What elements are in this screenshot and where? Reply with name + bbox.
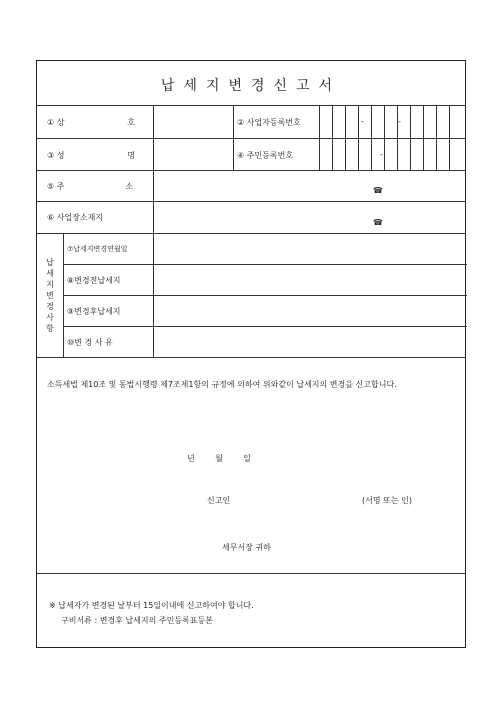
addressee: 세무서장 귀하: [222, 543, 271, 552]
phone-icon: ☎: [373, 186, 383, 195]
date-line: 년 월 일: [187, 454, 251, 463]
side-label-text: 납 세 지 변 경 사 항: [46, 257, 54, 333]
name-label-a: ③ 성: [47, 151, 65, 160]
divider: [37, 573, 465, 574]
phone-icon: ☎: [373, 218, 383, 227]
resident-no-label: ④ 주민등록번호: [237, 151, 294, 160]
note-deadline: ※ 납세자가 변경된 날부터 15일이내에 신고하여야 합니다.: [49, 601, 254, 610]
divider: [63, 326, 467, 327]
business-location-label: ⑥ 사업장소재지: [47, 213, 104, 222]
trade-name-label-b: 호: [127, 118, 135, 127]
form-title: 납세지변경신고서: [160, 78, 342, 94]
address-label-b: 소: [125, 182, 133, 191]
address-label-a: ⑤ 주: [47, 182, 65, 191]
name-label: [47, 150, 135, 161]
note-documents: 구비서류 : 변경후 납세지의 주민등록표등본: [61, 616, 213, 625]
divider: [37, 357, 465, 358]
previous-tax-place-label: ⑧변경전납세지: [67, 276, 121, 285]
dash: -: [380, 150, 383, 159]
divider: [436, 105, 437, 170]
change-reason-label: ⑩변 경 사 유: [67, 338, 113, 347]
divider: [153, 105, 154, 170]
dash: -: [398, 117, 401, 126]
dash: -: [361, 117, 364, 126]
divider: [345, 105, 346, 170]
signature-label: (서명 또는 인): [362, 496, 412, 505]
divider: [37, 138, 465, 139]
divider: [371, 105, 372, 170]
reporter-label: 신고인: [207, 496, 231, 505]
divider: [37, 233, 465, 234]
divider: [63, 233, 64, 357]
change-date-label: ⑦납세지변경연월일: [67, 245, 128, 253]
name-label-b: 명: [127, 151, 135, 160]
divider: [63, 295, 467, 296]
divider: [37, 201, 465, 202]
tax-form: [36, 60, 466, 648]
divider: [233, 105, 234, 170]
divider: [384, 105, 385, 170]
divider: [410, 105, 411, 170]
divider: [449, 105, 450, 170]
divider: [63, 264, 467, 265]
divider: [319, 105, 320, 170]
divider: [153, 233, 154, 357]
divider: [397, 105, 398, 170]
trade-name-label: [47, 117, 135, 128]
divider: [358, 105, 359, 170]
declaration-text: 소득세법 제10조 및 동법시행령 제7조제1항의 규정에 의하여 위와같이 납세지의 변경을 신고합니다.: [47, 380, 397, 389]
divider: [37, 170, 465, 171]
divider: [37, 105, 465, 106]
divider: [153, 170, 154, 233]
divider: [423, 105, 424, 170]
trade-name-label-a: ① 상: [47, 118, 65, 127]
address-label: [47, 181, 133, 192]
new-tax-place-label: ⑨변경후납세지: [67, 307, 121, 316]
tax-place-change-side-label: [37, 233, 63, 357]
divider: [332, 105, 333, 170]
business-reg-no-label: ② 사업자등록번호: [237, 118, 301, 127]
